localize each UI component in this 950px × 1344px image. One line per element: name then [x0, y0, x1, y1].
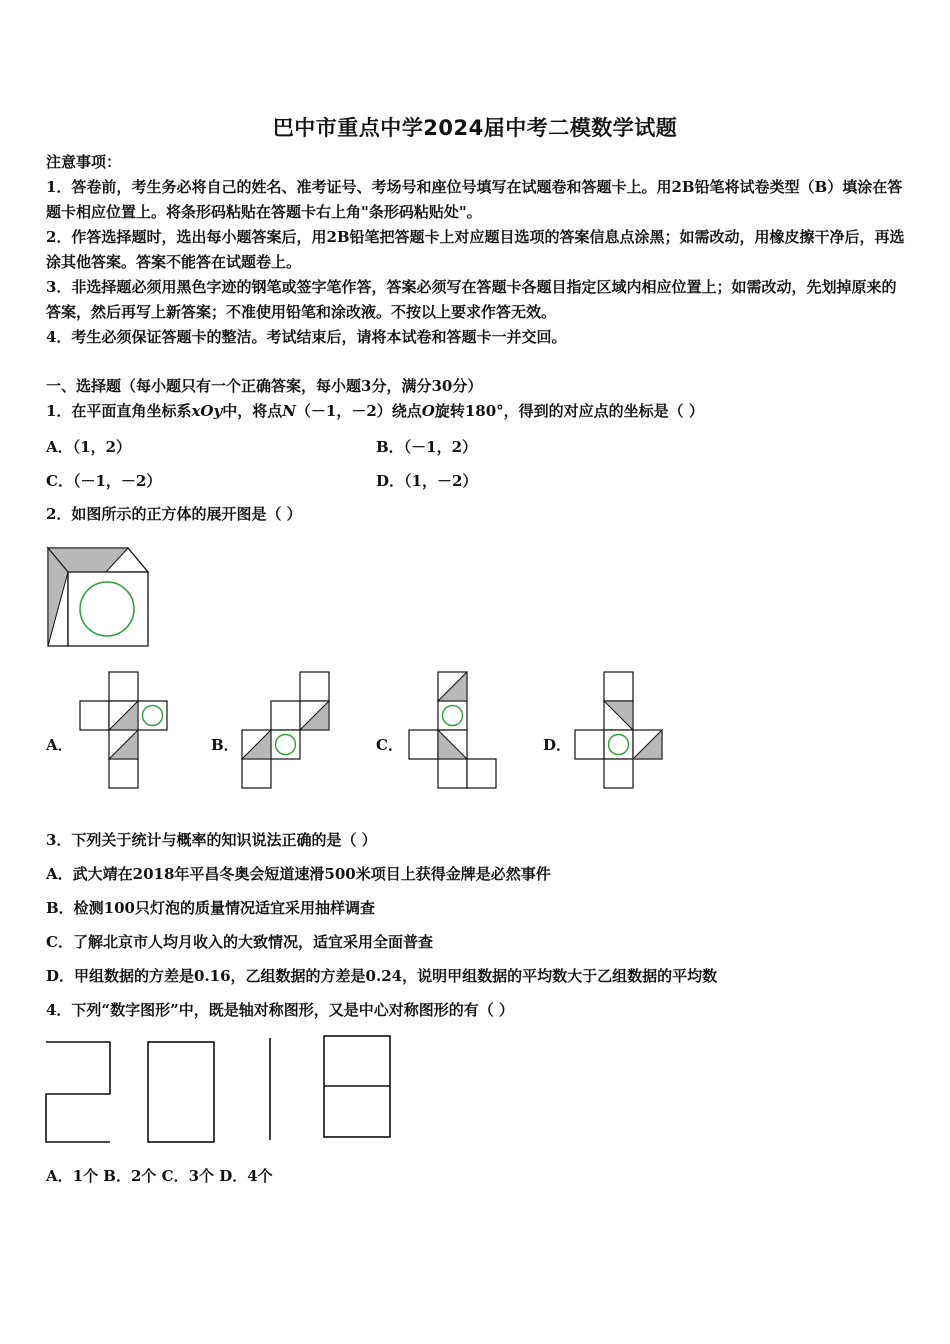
notice-item-1: 1．答卷前，考生务必将自己的姓名、准考证号、考场号和座位号填写在试题卷和答题卡上。用2B铅笔将试卷类型（B）填涂在答题卡相应位置上。将条形码粘贴在答题卡右上角"条形码粘贴处"。	[46, 178, 903, 221]
section-heading: 一、选择题（每小题只有一个正确答案，每小题3分，满分30分）	[46, 377, 483, 395]
notice-heading: 注意事项：	[46, 153, 122, 171]
q2-label-a[interactable]: A．	[46, 736, 73, 754]
q1-option-d[interactable]: D．（1，－2）	[376, 472, 478, 490]
q1-option-c[interactable]: C．（－1，－2）	[46, 472, 162, 490]
digit-zero-shape	[148, 1042, 214, 1142]
q3-stem: 3．下列关于统计与概率的知识说法正确的是（ ）	[46, 831, 377, 849]
notice-item-4: 4．考生必须保证答题卡的整洁。考试结束后，请将本试卷和答题卡一并交回。	[46, 328, 567, 346]
q1-var-xoy: xOy	[191, 402, 223, 420]
net-option-b[interactable]	[238, 668, 334, 790]
net-option-c[interactable]	[405, 668, 503, 790]
digit-figures	[44, 1034, 396, 1148]
digit-two-shape	[46, 1042, 110, 1142]
q2-label-c[interactable]: C．	[376, 736, 403, 754]
net-option-a[interactable]	[74, 668, 172, 790]
q2-stem: 2．如图所示的正方体的展开图是（ ）	[46, 505, 302, 523]
q3-option-b[interactable]: B．检测100只灯泡的质量情况适宜采用抽样调查	[46, 899, 375, 917]
q3-option-d[interactable]: D．甲组数据的方差是0.16，乙组数据的方差是0.24，说明甲组数据的平均数大于乙组数据的平均数	[46, 967, 718, 985]
cube-figure	[44, 544, 152, 650]
q1-option-b[interactable]: B．（－1，2）	[376, 438, 478, 456]
q1-var-o: O	[421, 402, 435, 420]
q1-var-n: N	[282, 402, 296, 420]
q4-options[interactable]: A．1个 B．2个 C．3个 D．4个	[46, 1167, 273, 1185]
q1-stem-d: 旋转180°，得到的对应点的坐标是（ ）	[434, 402, 704, 420]
q1-stem-c: （－1，－2）绕点	[295, 402, 422, 420]
notice-item-2: 2．作答选择题时，选出每小题答案后，用2B铅笔把答题卡上对应题目选项的答案信息点涂黑；如需改动，用橡皮擦干净后，再选涂其他答案。答案不能答在试题卷上。	[46, 228, 905, 271]
notice-item-3: 3．非选择题必须用黑色字迹的钢笔或签字笔作答，答案必须写在答题卡各题目指定区域内相应位置上；如需改动，先划掉原来的答案，然后再写上新答案；不准使用铅笔和涂改液。不按以上要求作答无效。	[46, 278, 897, 321]
q1-option-a[interactable]: A．（1，2）	[46, 438, 132, 456]
q3-option-c[interactable]: C．了解北京市人均月收入的大致情况，适宜采用全面普查	[46, 933, 433, 951]
q1-stem	[46, 401, 704, 421]
q2-label-d[interactable]: D．	[543, 736, 572, 754]
q4-stem: 4．下列“数字图形”中，既是轴对称图形，又是中心对称图形的有（ ）	[46, 1001, 514, 1019]
q1-stem-a: 1．在平面直角坐标系	[46, 402, 192, 420]
q3-option-a[interactable]: A．武大靖在2018年平昌冬奥会短道速滑500米项目上获得金牌是必然事件	[46, 865, 551, 883]
q1-stem-b: 中，将点	[222, 402, 283, 420]
net-option-d[interactable]	[571, 668, 667, 790]
q2-label-b[interactable]: B．	[211, 736, 239, 754]
page-title: 巴中市重点中学2024届中考二模数学试题	[272, 116, 678, 140]
